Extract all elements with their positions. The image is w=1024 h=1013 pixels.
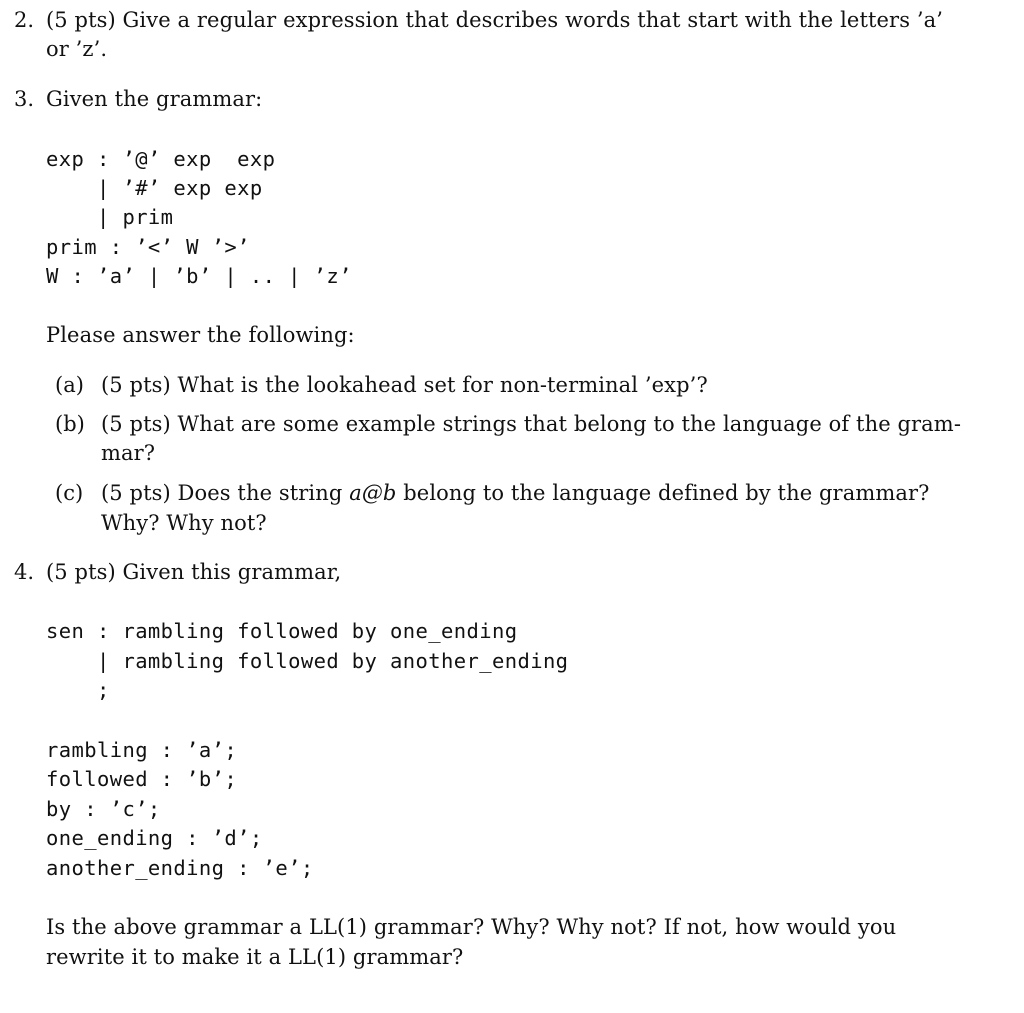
q4-question-line1: Is the above grammar a LL(1) grammar? Why? Why not? If not, how would you xyxy=(46,915,897,939)
q3-code-line: exp : ’@’ exp exp xyxy=(46,147,276,171)
q3-number: 3. xyxy=(14,87,35,111)
q4-code-line: rambling : ’a’; xyxy=(46,738,238,762)
q4-code-line: | rambling followed by another_ending xyxy=(46,649,569,673)
q2-text-line1: (5 pts) Give a regular expression that describes words that start with the letters ’a’ xyxy=(46,8,944,32)
q4-intro: (5 pts) Given this grammar, xyxy=(46,560,342,584)
q4-code-line: followed : ’b’; xyxy=(46,767,238,791)
q3a-label: (a) xyxy=(55,373,84,397)
q3b-label: (b) xyxy=(55,412,85,436)
q3b-text-line1: (5 pts) What are some example strings that belong to the language of the gram- xyxy=(101,412,962,436)
q3c-text-post: belong to the language defined by the grammar? xyxy=(396,481,930,505)
q4-code-line: ; xyxy=(46,678,110,702)
q3a-text: (5 pts) What is the lookahead set for non-terminal ’exp’? xyxy=(101,373,708,397)
q3-intro: Given the grammar: xyxy=(46,87,263,111)
q3c-label: (c) xyxy=(55,481,84,505)
q3-code-line: | prim xyxy=(46,205,174,229)
q4-code-line: another_ending : ’e’; xyxy=(46,856,314,880)
q3c-text-pre: (5 pts) Does the string xyxy=(101,481,350,505)
q4-number: 4. xyxy=(14,560,35,584)
q4-code-line: sen : rambling followed by one_ending xyxy=(46,619,518,643)
q3-code-line: W : ’a’ | ’b’ | .. | ’z’ xyxy=(46,264,352,288)
q3c-string-expression: a@b xyxy=(349,481,397,505)
q4-question-line2: rewrite it to make it a LL(1) grammar? xyxy=(46,945,464,969)
q3c-text-line1 xyxy=(101,480,929,506)
q3-code-line: | ’#’ exp exp xyxy=(46,176,263,200)
q3-code-line: prim : ’<’ W ’>’ xyxy=(46,235,250,259)
q3-prompt: Please answer the following: xyxy=(46,323,355,347)
q3c-text-line2: Why? Why not? xyxy=(101,511,267,535)
q4-code-line: one_ending : ’d’; xyxy=(46,826,263,850)
q2-text-line2: or ’z’. xyxy=(46,37,108,61)
q2-number: 2. xyxy=(14,8,35,32)
q3b-text-line2: mar? xyxy=(101,441,156,465)
q4-code-line: by : ’c’; xyxy=(46,797,161,821)
